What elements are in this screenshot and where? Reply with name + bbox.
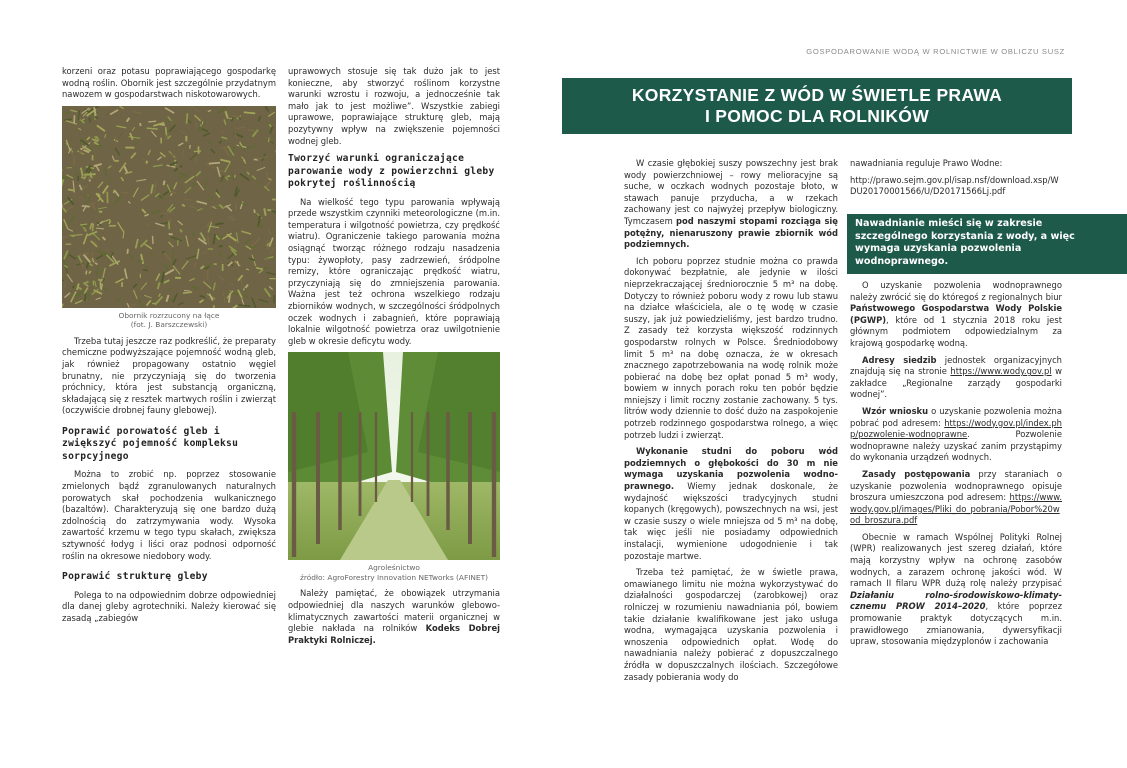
right-column-2 bbox=[850, 158, 1062, 203]
paragraph: Można to zrobić np. poprzez stosowanie zmielonych bądź zgranulowanych naturalnych porowatych skał pochodzenia wulkanicznego (bazaltów). Charakteryzują się one bardzo dużą zdolnością do zatrzymywania wody. Wysoka zawartość krzemu w tego typu skałach, zwiększa sztywność łodyg i liści oraz podnosi odporność roślin na okresowe niedobory wody. bbox=[62, 469, 276, 561]
photo-caption: Agroleśnictwo bbox=[368, 563, 420, 573]
paragraph bbox=[288, 588, 500, 646]
photo-credit: (fot. J. Barszczewski) bbox=[130, 320, 208, 330]
paragraph-text: o uzyskanie pozwolenia można pobrać pod adresem: bbox=[850, 405, 1062, 428]
right-page bbox=[562, 0, 1127, 768]
paragraph-text: W czasie głębokiej suszy powszechny jest brak wody powierzchniowej – rowy melioracyjne są suche, w oczkach wodnych pozostaje błoto, w stawach panuje przyducha, a w rzekach zachowany jest co najwyżej przepływ biologiczny. Tymczasem bbox=[624, 158, 838, 226]
right-column-1 bbox=[624, 158, 838, 688]
section-heading-porowatosc: Poprawić porowatość gleb i zwiększyć pojemność kompleksu sorpcyjnego bbox=[62, 425, 239, 462]
prawo-wodne-url[interactable]: http://prawo.sejm.gov.pl/isap.nsf/download.xsp/WDU20170001566/U/D20171566Lj.pdf bbox=[850, 174, 1059, 197]
manure-meadow-photo bbox=[62, 106, 276, 308]
paragraph-text: O uzyskanie pozwolenia wodnoprawnego należy zwrócić się do któregoś z regionalnych biur bbox=[850, 280, 1062, 302]
paragraph: Polega to na odpowiednim dobrze odpowiedniej dla danej gleby agrotechniki. Należy kierować się zasadą „zabiegów bbox=[62, 589, 276, 623]
left-column-2 bbox=[288, 66, 500, 651]
paragraph bbox=[850, 280, 1062, 350]
section-heading-struktura: Poprawić strukturę gleby bbox=[62, 571, 208, 583]
wniosek-link[interactable]: https://wody.gov.pl/index.php/pozwolenie-wodnoprawne bbox=[850, 417, 1062, 440]
paragraph bbox=[624, 158, 838, 251]
wody-gov-link[interactable]: https://www.wody.gov.pl bbox=[950, 366, 1052, 377]
title-line-1: KORZYSTANIE Z WÓD W ŚWIETLE PRAWA bbox=[631, 85, 1003, 105]
emphasis: pod naszymi stopami rozciąga się potężny, nienaruszony prawie zbiornik wód podziemnych. bbox=[624, 215, 838, 250]
paragraph: korzeni oraz potasu poprawiającego gospodarkę wodną roślin. Obornik jest szczególnie przydatnym nawozem w gospodarstwach niskotowarowych. bbox=[62, 66, 276, 100]
photo-credit: źródło: AgroForestry Innovation NETworks (AFINET) bbox=[299, 572, 489, 582]
pgwp-emphasis: Państwowego Gospodarstwa Wody Polskie (PGWP) bbox=[850, 303, 1062, 325]
page-title bbox=[562, 78, 1072, 134]
left-column-1 bbox=[62, 66, 276, 629]
paragraph-text: , które poprzez promowanie praktyk dotyczących m.in. prawidłowego zmianowania, dywersyfikacji upraw, stosowania międzyplonów i zachowania bbox=[850, 601, 1062, 647]
paragraph-text: jednostek organizacyjnych znajdują się na stronie bbox=[850, 354, 1062, 377]
paragraph bbox=[850, 532, 1062, 648]
paragraph-text: Wiemy jednak doskonale, że wydajność większości tradycyjnych studni kopanych (kręgowych), powszechnych na wsi, jest w czasie suszy o wiele mniejsza od 5 m³ na dobę, tak więc jeśli nie posiadamy odpowiednich instalacji, wymienione udogodnienie i tak pozostaje martwe. bbox=[624, 481, 838, 561]
paragraph bbox=[850, 406, 1062, 464]
paragraph bbox=[624, 446, 838, 562]
broszura-link[interactable]: https://www.wody.gov.pl/images/Pliki_do_pobrania/Pobor%20wod_broszura.pdf bbox=[850, 492, 1062, 526]
paragraph-text: . Pozwolenie wodnoprawne należy uzyskać zanim przystąpimy do wykonania urządzeń wodnych. bbox=[850, 429, 1062, 463]
photo-caption: Obornik rozrzucony na łące bbox=[118, 310, 220, 320]
title-line-2: I POMOC DLA ROLNIKÓW bbox=[704, 106, 930, 126]
emphasis: Wykonanie studni do poboru wód podziemnych o głębokości do 30 m nie wymaga uzyskania pozwolenia wodno-prawnego. bbox=[624, 446, 838, 492]
paragraph bbox=[850, 355, 1062, 401]
paragraph: Trzeba tutaj jeszcze raz podkreślić, że preparaty chemiczne podwyższające pojemność wodną gleb, jak również propagowany ostatnio węgiel brunatny, nie przyczyniają się do tworzenia próchnicy, która jest substancją organiczną, składającą się z resztek martwych roślin i zwierząt (oczywiście drobnej fauny glebowej). bbox=[62, 335, 276, 416]
paragraph-text: w zakładce „Regionalne zarządy gospodarki wodnej”. bbox=[850, 366, 1063, 400]
paragraph: Ich poboru poprzez studnie można co prawda dokonywać bezpłatnie, ale jedynie w ilości nieprzekraczającej średniorocznie 5 m³ na dobę. Dotyczy to również poboru wody z rowu lub stawu na działce właściciela, ale o tę wodę w czasie suszy, jak już powiedzieliśmy, jest bardzo trudno. Z zasady też korzysta większość rodzinnych gospodarstw rolnych w Polsce. Średniodobowy limit 5 m³ na dobę oznacza, że w okresach znacznego zapotrzebowania na wodę rolnik może pobierać na dobę bez opłat ponad 5 m³ wody, bowiem w innych porach roku ten pobór będzie mniejszy i limit roczny zostanie zachowany. 5 tys. litrów wody dziennie to dość dużo na zaspokojenie potrzeb rodzinnego gospodarstwa rolnego, a więc potrzeb ludzi i zwierząt. bbox=[624, 255, 838, 440]
paragraph: uprawowych stosuje się tak dużo jak to jest konieczne, aby stworzyć roślinom korzystne warunki wzrostu i rozwoju, a jednocześnie tak mało jak to jest możliwe”. Wszystkie zabiegi uprawowe, poprawiające strukturę gleb, mają pozytywny wpływ na zwiększenie pojemności wodnej gleb. bbox=[288, 66, 500, 146]
emphasis: Zasady postępowania bbox=[862, 468, 971, 479]
agroforestry-photo bbox=[288, 352, 500, 560]
running-header: GOSPODAROWANIE WODĄ W ROLNICTWIE W OBLICZU SUSZ bbox=[806, 47, 1065, 56]
paragraph bbox=[850, 469, 1062, 527]
kodeks-emphasis: Kodeks Dobrej Praktyki Rolniczej. bbox=[288, 623, 500, 645]
paragraph: Trzeba też pamiętać, że w świetle prawa, omawianego limitu nie można wykorzystywać do działalności gospodarczej (zarobkowej) oraz rolniczej w rozumieniu nawadniania pól, bowiem takie działanie kwalifikowane jest jako usługa wodna, wymagająca uzyskania pozwolenia i wnoszenia odpowiednich opłat. Wodę do nawadniania należy pobierać z dopuszczalnego źródła w dopuszczalnych ilościach. Szczegółowe zasady pobierania wody do bbox=[624, 567, 838, 682]
paragraph-text: przy staraniach o uzyskanie pozwolenia wodnoprawnego opisuje broszura umieszczona pod adresem: bbox=[850, 468, 1062, 503]
paragraph-text: Obecnie w ramach Wspólnej Polityki Rolnej (WPR) realizowanych jest szereg działań, które mają korzystny wpływ na ochronę zasobów wodnych, a zarazem ochronę jakości wód. W ramach II filaru WPR dużą rolę należy przypisać bbox=[850, 531, 1062, 589]
left-page bbox=[0, 0, 560, 768]
section-heading-warunki: Tworzyć warunki ograniczające parowanie wody z powierzchni gleby pokrytej roślinnością bbox=[288, 153, 495, 190]
paragraph-text: , które od 1 stycznia 2018 roku jest głównym podmiotem odpowiedzialnym za krajową gospodarkę wodną. bbox=[850, 314, 1062, 348]
emphasis: Wzór wniosku bbox=[862, 405, 929, 416]
emphasis: Adresy siedzib bbox=[862, 354, 937, 365]
callout-box: Nawadnianie mieści się w zakresie szczególnego korzystania z wody, a więc wymaga uzyskania pozwolenia wodnoprawnego. bbox=[847, 214, 1127, 274]
paragraph: Na wielkość tego typu parowania wpływają przede wszystkim czynniki meteorologiczne (m.in. temperatura i wilgotność powietrza, czy prędkość wiatru). Ograniczenie takiego parowania można osiągnąć tworząc różnego rodzaju nasadzenia typu: żywopłoty, pasy zadrzewień, śródpolne remizy, które ograniczając prędkość wiatru, przyczyniają się do zmniejszenia parowania. Ważna jest też ochrona wszelkiego rodzaju zbiorników wodnych, w szczególności śródpolnych oczek wodnych i zabagnień, które poprawiają lokalnie wilgotność powietrza oraz uwilgotnienie gleb w okresie deficytu wody. bbox=[288, 196, 500, 346]
prow-italic: Działaniu rolno-środowiskowo-klimaty-cznemu PROW 2014–2020 bbox=[850, 589, 1062, 612]
paragraph-text: Należy pamiętać, że obowiązek utrzymania odpowiedniej dla naszych warunków glebowo-klimatycznych zawartości materii organicznej w glebie nakłada na rolników bbox=[288, 588, 500, 634]
paragraph: nawadniania reguluje Prawo Wodne: bbox=[850, 158, 1003, 168]
right-column-2-continued bbox=[850, 280, 1062, 653]
